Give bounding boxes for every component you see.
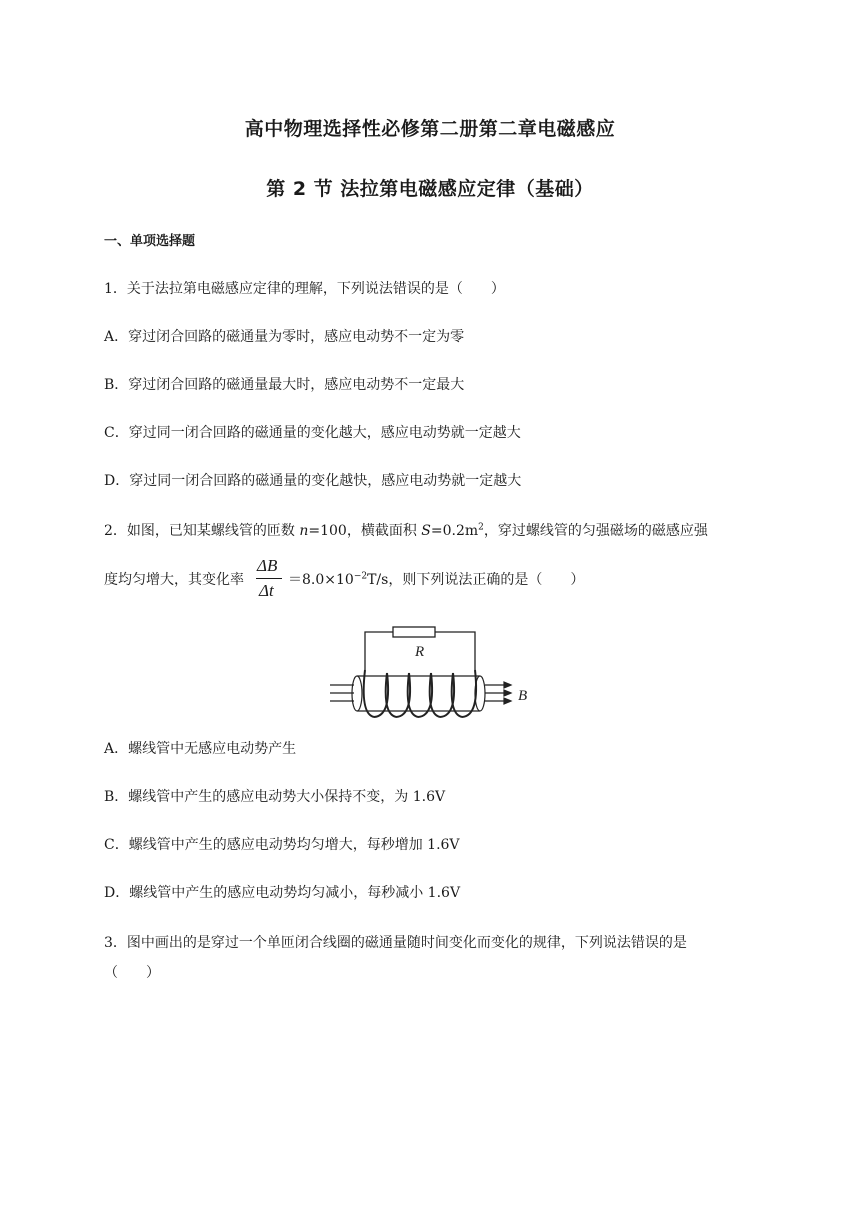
- coil-turns: [364, 670, 476, 717]
- resistor-label: R: [415, 644, 425, 660]
- q2-stem-line2: 度均匀增大，其变化率 $=8.0\times 10^{-2}T/s$，则下列说法正确的是（ ）: [104, 571, 585, 588]
- field-label: B: [518, 688, 528, 704]
- q2-stem-line1: 2．如图，已知某螺线管的匝数 n=100，横截面积 $S=0.2m^2$，穿过螺线管的匀强磁场的磁感应强: [104, 522, 708, 539]
- q1-option-d: D．穿过同一闭合回路的磁通量的变化越快，感应电动势就一定越大: [104, 473, 522, 489]
- q3-stem: 3．图中画出的是穿过一个单匝闭合线圈的磁通量随时间变化而变化的规律，下列说法错误的是: [104, 935, 687, 951]
- q2-option-b: B．螺线管中产生的感应电动势大小保持不变，为 1.6V: [104, 789, 446, 805]
- q1-option-c: C．穿过同一闭合回路的磁通量的变化越大，感应电动势就一定越大: [104, 425, 521, 441]
- q1-stem: 1．关于法拉第电磁感应定律的理解，下列说法错误的是（ ）: [104, 281, 505, 297]
- q2-option-a: A．螺线管中无感应电动势产生: [104, 741, 297, 757]
- section-heading: 一、单项选择题: [104, 234, 196, 249]
- solenoid-figure: [320, 618, 540, 723]
- document-subtitle: 第 2 节 法拉第电磁感应定律（基础）: [266, 178, 594, 200]
- fraction-bar: [256, 578, 282, 579]
- q2-option-c: C．螺线管中产生的感应电动势均匀增大，每秒增加 1.6V: [104, 837, 460, 853]
- fraction-numerator: ΔB: [257, 556, 278, 575]
- q2-option-d: D．螺线管中产生的感应电动势均匀减小，每秒减小 1.6V: [104, 885, 461, 901]
- q3-stem-cont: （ ）: [104, 965, 160, 981]
- document-title: 高中物理选择性必修第二册第二章电磁感应: [244, 118, 616, 140]
- resistor: [393, 627, 435, 637]
- q1-option-a: A．穿过闭合回路的磁通量为零时，感应电动势不一定为零: [104, 329, 465, 345]
- fraction-denominator: Δt: [259, 581, 274, 600]
- q1-option-b: B．穿过闭合回路的磁通量最大时，感应电动势不一定最大: [104, 377, 465, 393]
